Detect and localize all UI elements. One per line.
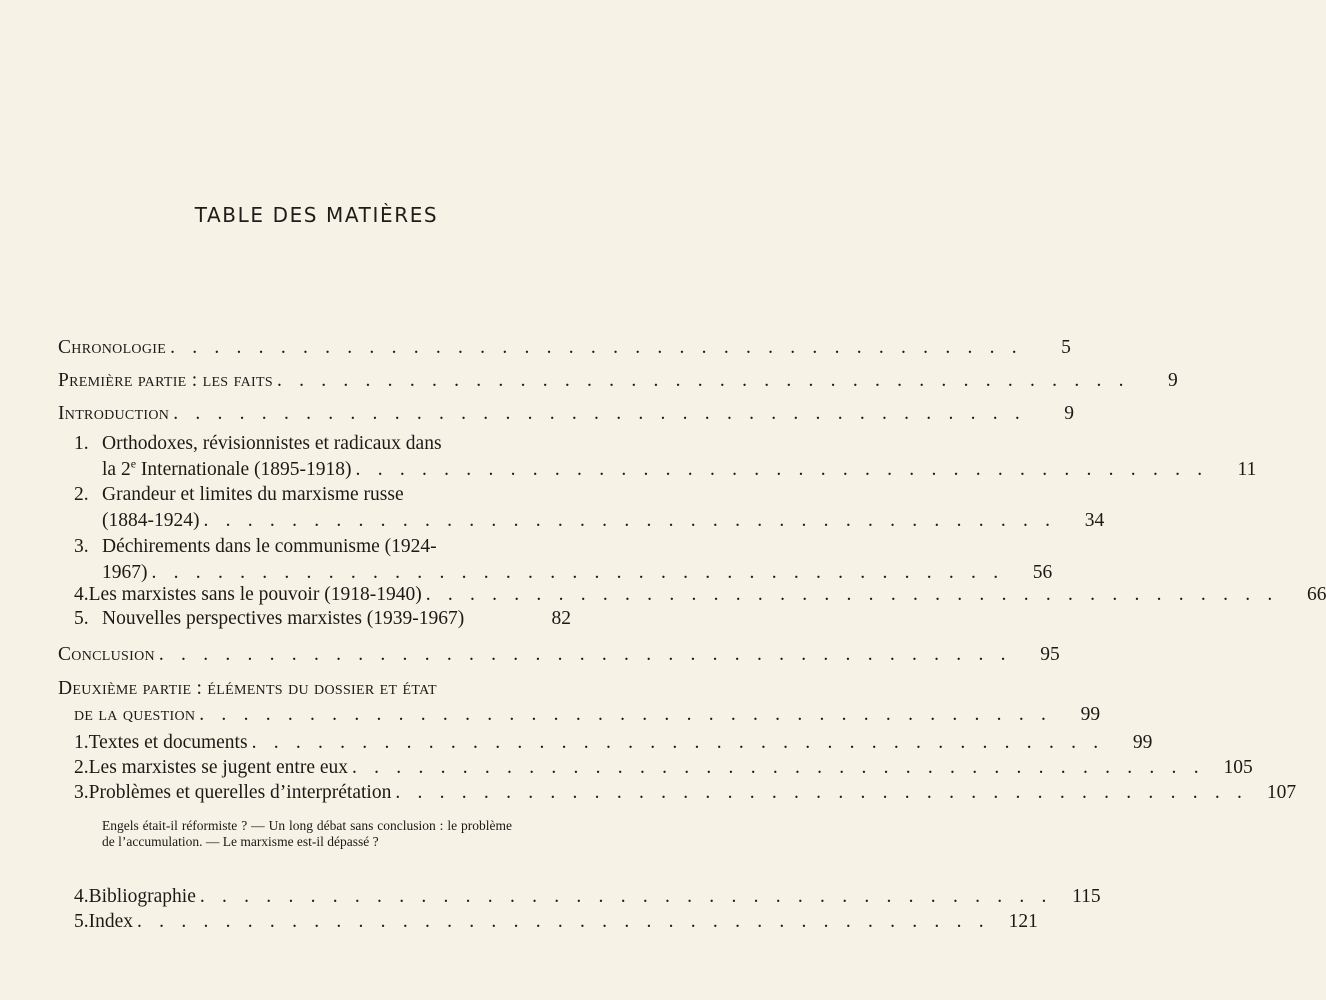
- toc-entry-label: Bibliographie: [88, 886, 196, 907]
- toc-page-number: 95: [1040, 644, 1060, 665]
- section-number: 4.: [74, 584, 89, 605]
- toc-entry-dossier-3[interactable]: [74, 780, 1297, 806]
- toc-entry-label: Introduction: [58, 403, 170, 424]
- toc-entry-section-1[interactable]: [74, 431, 1257, 483]
- toc-entry-premiere-partie[interactable]: [58, 368, 1178, 394]
- toc-entry-dossier-2[interactable]: [74, 755, 1253, 781]
- toc-entry-label-line1: Grandeur et limites du marxisme russe: [102, 484, 404, 505]
- toc-page-number: 34: [1084, 510, 1105, 531]
- toc-entry-introduction[interactable]: [58, 401, 1074, 427]
- dot-leader: . . . . . . . . . . . . . . . . . . . . . . . . . . . . . . . . . . . . . . .: [199, 704, 1053, 725]
- toc-entry-label: Conclusion: [58, 644, 155, 665]
- toc-page-number: 99: [1132, 732, 1153, 753]
- toc-entry-label-line1: Déchirements dans le communisme (1924-: [102, 536, 437, 557]
- toc-entry-label: Les marxistes se jugent entre eux: [88, 757, 348, 778]
- dot-leader: . . . . . . . . . . . . . . . . . . . . . . . . . . . . . . . . . . . . . . .: [199, 886, 1053, 907]
- toc-entry-label: Problèmes et querelles d’interprétation: [88, 782, 392, 803]
- toc-page-number: 56: [1032, 562, 1053, 583]
- dot-leader: . . . . . . . . . . . . . . . . . . . . . . . . . . . . . . . . . . . . . . .: [355, 459, 1209, 480]
- toc-entry-section-2[interactable]: [74, 482, 1105, 534]
- section-3-summary-note: Engels était-il réformiste ? — Un long débat sans conclusion : le problème de l’accumulation. — Le marxisme est-il dépassé ?: [102, 818, 512, 849]
- toc-entry-deuxieme-partie[interactable]: [58, 676, 1101, 728]
- toc-page-number: 99: [1080, 704, 1101, 725]
- toc-entry-label: Nouvelles perspectives marxistes (1939-1967): [102, 608, 465, 629]
- dot-leader: . . . . . . . . . . . . . . . . . . . . . . . . . . . . . . . . . . . . . . .: [173, 403, 1026, 424]
- section-number: 5.: [74, 911, 89, 932]
- toc-page-number: 11: [1237, 459, 1257, 480]
- toc-entry-dossier-1[interactable]: [74, 730, 1153, 756]
- dot-leader: . . . . . . . . . . . . . . . . . . . . . . . . . . . . . . . . . . . . . . .: [158, 644, 1012, 665]
- toc-entry-label: Index: [88, 911, 134, 932]
- dot-leader: . . . . . . . . . . . . . . . . . . . . . . . . . . . . . . . . . . . . . . .: [352, 757, 1205, 778]
- toc-entry-label: Chronologie: [58, 337, 167, 358]
- toc-entry-label-line2: 1967): [102, 562, 148, 583]
- section-number: 1.: [74, 732, 89, 753]
- dot-leader: . . . . . . . . . . . . . . . . . . . . . . . . . . . . . . . . . . . . . . .: [276, 370, 1130, 391]
- section-number: 5.: [74, 608, 89, 629]
- toc-entry-chronologie[interactable]: [58, 335, 1071, 361]
- section-number: 2.: [74, 757, 89, 778]
- toc-entry-label-line1: Orthodoxes, révisionnistes et radicaux dans: [102, 433, 442, 454]
- dot-leader: . . . . . . . . . . . . . . . . . . . . . . . . . . . . . . . . . . . . . . .: [151, 562, 1005, 583]
- toc-page-number: 115: [1072, 886, 1101, 907]
- toc-page-number: 121: [1008, 911, 1038, 932]
- toc-page-number: 66: [1306, 584, 1326, 605]
- toc-entry-label-line2: (1884-1924): [102, 510, 200, 531]
- toc-page-number: 82: [551, 608, 571, 629]
- dot-leader: . . . . . . . . . . . . . . . . . . . . . . . . . . . . . . . . . . . . . . .: [203, 510, 1057, 531]
- section-number: 1.: [74, 433, 89, 454]
- toc-page-number: 9: [1064, 403, 1074, 424]
- toc-entry-conclusion[interactable]: [58, 642, 1060, 668]
- toc-entry-label: Les marxistes sans le pouvoir (1918-1940): [88, 584, 422, 605]
- toc-page-number: 9: [1167, 370, 1178, 391]
- section-number: 3.: [74, 536, 89, 557]
- toc-entry-label-line2: de la question: [74, 704, 196, 725]
- section-number: 3.: [74, 782, 89, 803]
- dot-leader: . . . . . . . . . . . . . . . . . . . . . . . . . . . . . . . . . . . . . . .: [251, 732, 1105, 753]
- dot-leader: . . . . . . . . . . . . . . . . . . . . . . . . . . . . . . . . . . . . . . .: [425, 584, 1279, 605]
- toc-entry-label: Textes et documents: [88, 732, 248, 753]
- toc-entry-dossier-4[interactable]: [74, 884, 1101, 910]
- dot-leader: . . . . . . . . . . . . . . . . . . . . . . . . . . . . . . . . . . . . . . .: [170, 337, 1023, 358]
- section-number: 4.: [74, 886, 89, 907]
- toc-entry-label-line2: la 2e Internationale (1895-1918): [102, 456, 352, 480]
- dot-leader: . . . . . . . . . . . . . . . . . . . . . . . . . . . . . . . . . . . . . . .: [137, 911, 990, 932]
- toc-page-number: 105: [1223, 757, 1253, 778]
- dot-leader: . . . . . . . . . . . . . . . . . . . . . . . . . . . . . . . . . . . . . . .: [395, 782, 1249, 803]
- toc-page-number: 5: [1061, 337, 1071, 358]
- section-number: 2.: [74, 484, 89, 505]
- toc-page-number: 107: [1266, 782, 1297, 803]
- toc-entry-dossier-5[interactable]: [74, 909, 1038, 935]
- toc-entry-section-4[interactable]: [74, 582, 1326, 608]
- toc-entry-section-5[interactable]: [74, 606, 571, 632]
- toc-entry-label-line1: Deuxième partie : éléments du dossier et état: [58, 678, 437, 699]
- toc-entry-section-3[interactable]: [74, 534, 1053, 586]
- toc-entry-label: Première partie : les faits: [58, 370, 273, 391]
- page-title: TABLE DES MATIÈRES: [194, 203, 439, 227]
